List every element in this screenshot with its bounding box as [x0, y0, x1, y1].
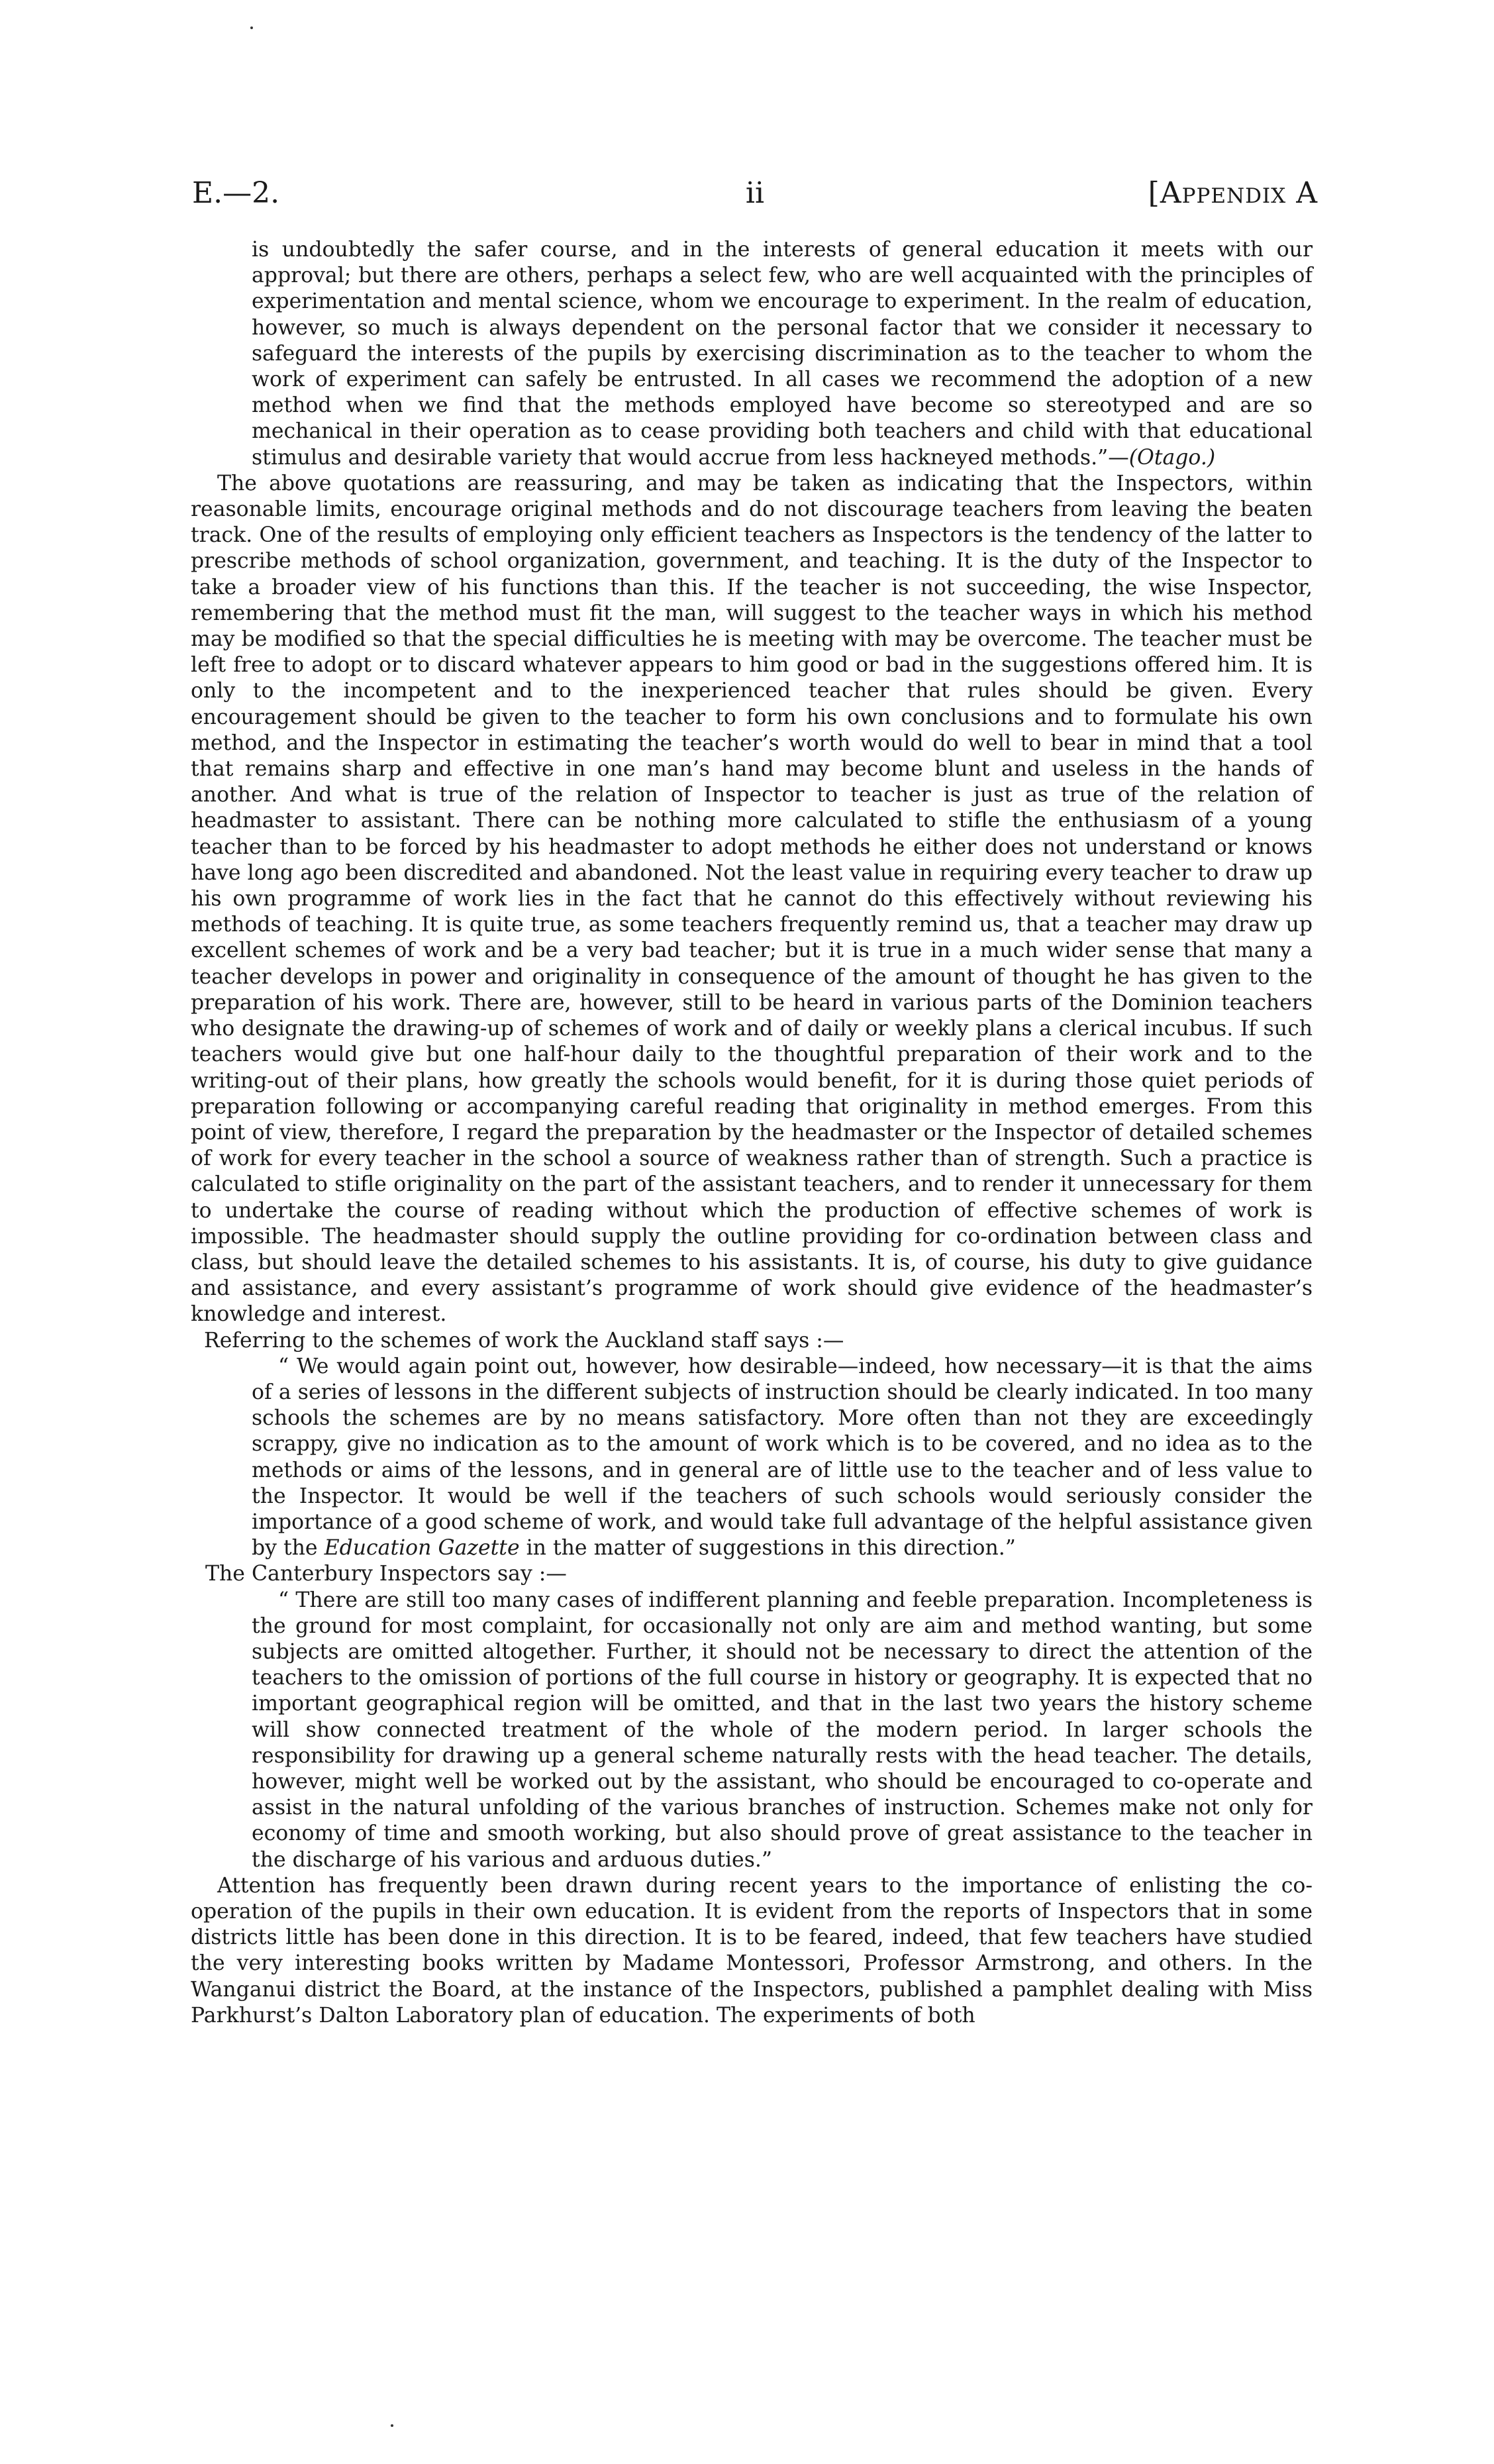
header-document-code: E.—2.	[192, 176, 280, 210]
page-header	[192, 174, 1318, 213]
scan-speck-bottom	[391, 2424, 393, 2427]
scan-speck-top	[250, 26, 253, 29]
canterbury-quote: “ There are still too many cases of indifferent planning and feeble preparation. Incompleteness is the ground for most complaint, for occasionally not only are aim and method wanting, but some subjects are omitted altogether. Further, it should not be necessary to direct the attention of the teachers to the omission of portions of the full course in history or geography. It is expected that no important geographical region will be omitted, and that in the last two years the history scheme will show connected treatment of the whole of the modern period. In larger schools the responsibility for drawing up a general scheme naturally rests with the head teacher. The details, however, might well be worked out by the assistant, who should be encouraged to co-operate and assist in the natural unfolding of the various branches of instruction. Schemes make not only for economy of time and smooth working, but also should prove of great assistance to the teacher in the discharge of his various and arduous duties.”	[252, 1588, 1313, 1872]
auckland-intro: Referring to the schemes of work the Auckland staff says :—	[204, 1328, 844, 1353]
pupil-cooperation-paragraph: Attention has frequently been drawn during recent years to the importance of enlisting the co-operation of the pupils in their own education. It is evident from the reports of Inspectors that in some districts little has been done in this direction. It is to be feared, indeed, that few teachers have studied the very interesting books written by Madame Montessori, Professor Armstrong, and others. In the Wanganui district the Board, at the instance of the Inspectors, published a pamphlet dealing with Miss Parkhurst’s Dalton Laboratory plan of education. The experiments of both	[191, 1873, 1313, 2028]
otago-quote-continuation: is undoubtedly the safer course, and in the interests of general education it meets with our approval; but there are others, perhaps a select few, who are well acquainted with the principles of experimentation and mental science, whom we encourage to experiment. In the realm of education, however, so much is always dependent on the personal factor that we consider it necessary to safeguard the interests of the pupils by exercising discrimination as to the teacher to whom the work of experiment can safely be entrusted. In all cases we recommend the adoption of a new method when we find that the methods employed have become so stereotyped and are so mechanical in their operation as to cease providing both teachers and child with that educational stimulus and desirable variety that would accrue from less hackneyed methods.”—(Otago.)	[252, 238, 1313, 470]
education-gazette-title: Education Gazette	[324, 1536, 520, 1561]
auckland-quote: “ We would again point out, however, how desirable—indeed, how necessary—it is that the aims of a series of lessons in the different subjects of instruction should be clearly indicated. In too many schools the schemes are by no means satisfactory. More often than not they are exceedingly scrappy, give no indication as to the amount of work which is to be covered, and no idea as to the methods or aims of the lessons, and in general are of little use to the teacher and of less value to the Inspector. It would be well if the teachers of such schools would seriously consider the importance of a good scheme of work, and would take full advantage of the helpful assistance given by the Education Gazette in the matter of suggestions in this direction.”	[252, 1354, 1313, 1561]
inspectors-paragraph: The above quotations are reassuring, and may be taken as indicating that the Inspectors, within reasonable limits, encourage original methods and do not discourage teachers from leaving the beaten track. One of the results of employing only efficient teachers as Inspectors is the tendency of the latter to prescribe methods of school organization, government, and teaching. It is the duty of the Inspector to take a broader view of his functions than this. If the teacher is not succeeding, the wise Inspector, remembering that the method must fit the man, will suggest to the teacher ways in which his method may be modified so that the special difficulties he is meeting with may be overcome. The teacher must be left free to adopt or to discard whatever appears to him good or bad in the suggestions offered him. It is only to the incompetent and to the inexperienced teacher that rules should be given. Every encouragement should be given to the teacher to form his own conclusions and to formulate his own method, and the Inspector in estimating the teacher’s worth would do well to bear in mind that a tool that remains sharp and effective in one man’s hand may become blunt and useless in the hands of another. And what is true of the relation of Inspector to teacher is just as true of the relation of headmaster to assistant. There can be nothing more calculated to stifle the enthusiasm of a young teacher than to be forced by his headmaster to adopt methods he either does not understand or knows have long ago been discredited and abandoned. Not the least value in requiring every teacher to draw up his own programme of work lies in the fact that he cannot do this effectively without reviewing his methods of teaching. It is quite true, as some teachers frequently remind us, that a teacher may draw up excellent schemes of work and be a very bad teacher; but it is true in a much wider sense that many a teacher develops in power and originality in consequence of the amount of thought he has given to the preparation of his work. There are, however, still to be heard in various parts of the Dominion teachers who designate the drawing-up of schemes of work and of daily or weekly plans a clerical incubus. If such teachers would give but one half-hour daily to the thoughtful preparation of their work and to the writing-out of their plans, how greatly the schools would benefit, for it is during those quiet periods of preparation following or accompanying careful reading that originality in method emerges. From this point of view, therefore, I regard the preparation by the headmaster or the Inspector of detailed schemes of work for every teacher in the school a source of weakness rather than of strength. Such a practice is calculated to stifle originality on the part of the assistant teachers, and to render it unnecessary for them to undertake the course of reading without which the production of effective schemes of work is impossible. The headmaster should supply the outline providing for co-ordination between class and class, but should leave the detailed schemes to his assistants. It is, of course, his duty to give guidance and assistance, and every assistant’s programme of work should give evidence of the headmaster’s knowledge and interest.	[191, 471, 1313, 1327]
canterbury-intro: The Canterbury Inspectors say :—	[205, 1562, 567, 1586]
header-appendix-label: [Appendix A	[1148, 176, 1318, 210]
page-body	[191, 237, 1313, 2029]
quote-source: (Otago.)	[1128, 445, 1216, 470]
header-page-number: ii	[745, 176, 765, 210]
